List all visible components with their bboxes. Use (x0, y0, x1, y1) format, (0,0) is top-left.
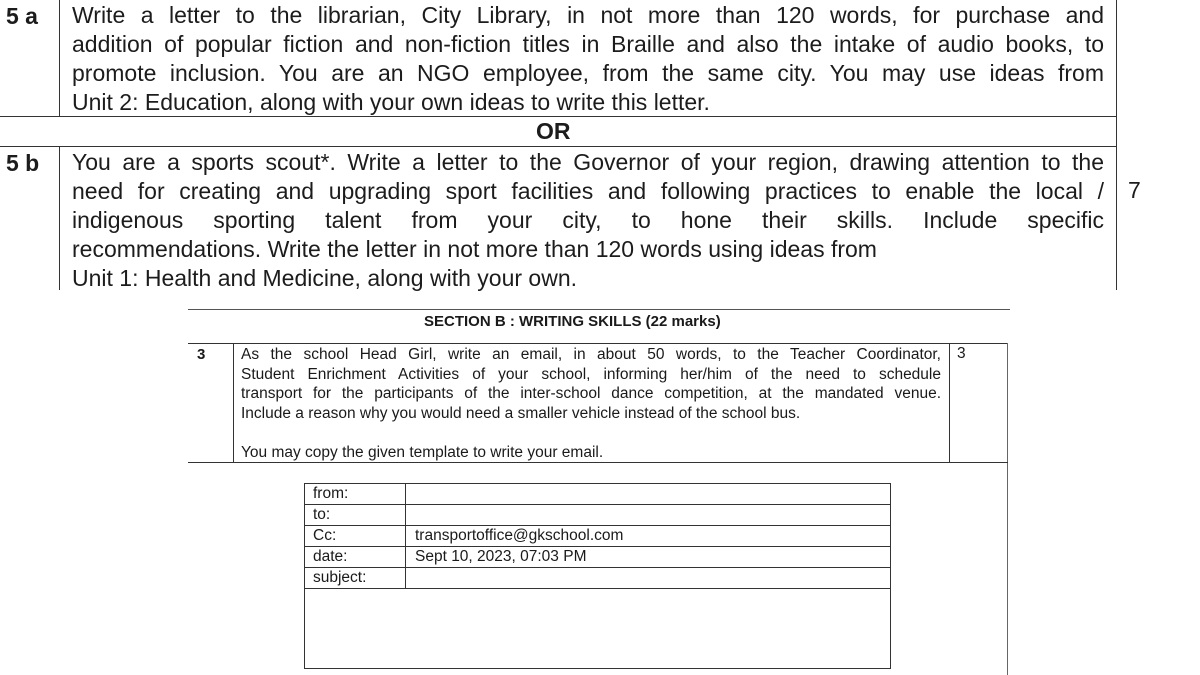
email-date-value[interactable]: Sept 10, 2023, 07:03 PM (415, 548, 587, 565)
question-3-line: transport for the participants of the inter-school dance competition, at the mandated venue. (241, 385, 941, 402)
question-5b-line: You are a sports scout*. Write a letter to the Governor of your region, drawing attention to the (72, 149, 1104, 175)
q3-marks-divider (949, 343, 950, 462)
question-5b-line: recommendations. Write the letter in not more than 120 words using ideas from (72, 236, 877, 262)
question-5b-marks: 7 (1128, 177, 1141, 203)
q3-top-border (188, 343, 1008, 344)
q5b-column-divider (59, 147, 60, 290)
section-b-right-border (1007, 343, 1008, 675)
question-5b-line: need for creating and upgrading sport facilities and following practices to enable the local / (72, 178, 1104, 204)
question-3-marks: 3 (957, 345, 966, 362)
section-b-top-rule (188, 309, 1010, 310)
or-label: OR (536, 118, 571, 144)
question-5a-line: Write a letter to the librarian, City Library, in not more than 120 words, for purchase and (72, 2, 1104, 28)
email-date-label: date: (305, 547, 406, 567)
email-row-to (305, 505, 890, 526)
question-3-text (241, 345, 941, 462)
email-to-label: to: (305, 505, 406, 525)
section-b-title: SECTION B : WRITING SKILLS (22 marks) (424, 313, 721, 330)
email-subject-label: subject: (305, 568, 406, 588)
email-from-value[interactable] (406, 484, 890, 504)
email-template (304, 483, 891, 669)
question-5b-line: indigenous sporting talent from your city, to hone their skills. Include specific (72, 207, 1104, 233)
email-row-cc (305, 526, 890, 547)
question-3-instruction: You may copy the given template to write your email. (241, 443, 604, 461)
question-3-line: Include a reason why you would need a smaller vehicle instead of the school bus. (241, 404, 801, 422)
q3-number-divider (233, 343, 234, 462)
or-bottom-rule (0, 146, 1117, 147)
q3-bottom-border (188, 462, 1008, 463)
email-cc-value[interactable]: transportoffice@gkschool.com (415, 527, 624, 544)
question-3-number: 3 (197, 346, 206, 363)
q5-right-border (1116, 0, 1117, 290)
question-3-line: As the school Head Girl, write an email, in about 50 words, to the Teacher Coordinator, (241, 346, 941, 363)
question-5b-number: 5 b (6, 150, 40, 176)
email-body-area[interactable] (305, 589, 890, 668)
email-to-value[interactable] (406, 505, 890, 525)
email-row-date (305, 547, 890, 568)
q5a-column-divider (59, 0, 60, 116)
email-from-label: from: (305, 484, 406, 504)
question-5b-line: Unit 1: Health and Medicine, along with your own. (72, 265, 578, 291)
question-5a-line: Unit 2: Education, along with your own ideas to write this letter. (72, 89, 710, 115)
question-5b-text (72, 148, 1104, 293)
question-5a-line: addition of popular fiction and non-fiction titles in Braille and also the intake of audio books, to (72, 31, 1104, 57)
email-row-from (305, 484, 890, 505)
email-row-subject (305, 568, 890, 589)
question-5a-text (72, 1, 1104, 117)
email-subject-value[interactable] (406, 568, 890, 588)
email-cc-label: Cc: (305, 526, 406, 546)
question-5a-line: promote inclusion. You are an NGO employee, from the same city. You may use ideas from (72, 60, 1104, 86)
question-3-line: Student Enrichment Activities of your school, informing her/him of the need to schedule (241, 365, 941, 383)
question-5a-number: 5 a (6, 3, 38, 29)
